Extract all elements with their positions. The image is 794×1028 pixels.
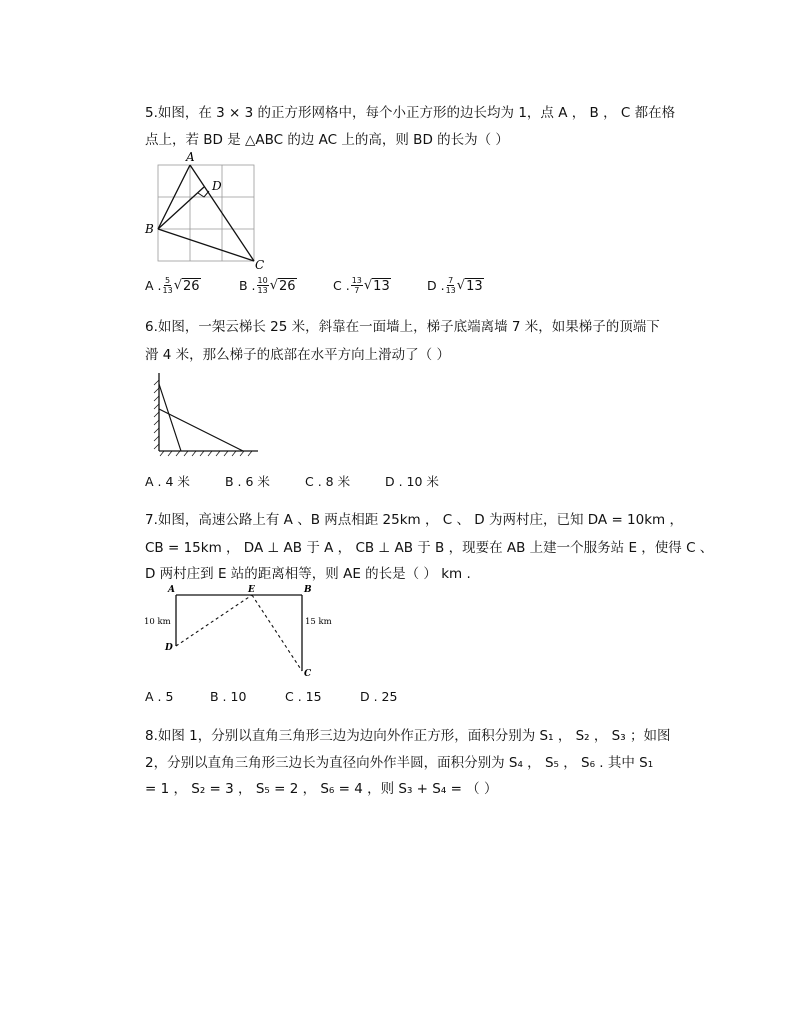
q7-option-d[interactable]: D . 25 [360, 689, 398, 704]
q5-label-a: A [186, 150, 195, 164]
q5-label-b: B [145, 222, 154, 236]
q7-label-a: A [168, 585, 175, 595]
q5-grid [158, 165, 254, 261]
q7-options [145, 689, 435, 704]
q6-ladder-figure [140, 368, 265, 458]
q6-hatching [154, 380, 252, 456]
q7-label-d: D [165, 643, 173, 653]
q6-wall-ground [159, 373, 258, 451]
q5-text-line2: 点上，若 BD 是 △ABC 的边 AC 上的高，则 BD 的长为（ ） [145, 132, 509, 148]
q7-option-c[interactable]: C . 15 [285, 689, 322, 704]
q6-text-line1: 6.如图，一架云梯长 25 米，斜靠在一面墙上，梯子底端离墙 7 米，如果梯子的顶端下 [145, 319, 660, 335]
q8-text-line2: 2，分别以直角三角形三边长为直径向外作半圆，面积分别为 S₄ ， S₅ ， S₆ . 其中 S₁ [145, 755, 654, 771]
q5-option-d[interactable]: D . 7 13 √ 13 [427, 276, 483, 295]
q6-option-a[interactable]: A . 4 米 [145, 474, 190, 489]
q7-label-c: C [304, 669, 312, 679]
q7-text-line1: 7.如图，高速公路上有 A 、B 两点相距 25km ， C 、 D 为两村庄，已知 DA = 10km ， [145, 512, 683, 528]
q5-grid-figure [140, 148, 270, 270]
q6-options [145, 472, 465, 490]
q7-dashed-lines [176, 595, 302, 671]
q7-text-line3: D 两村庄到 E 站的距离相等，则 AE 的长是（ ） km . [145, 566, 471, 582]
q6-option-c[interactable]: C . 8 米 [305, 474, 351, 489]
q7-solid-lines [176, 595, 302, 671]
q7-length-da: 10 km [144, 617, 171, 627]
q5-triangle [158, 165, 254, 261]
q5-label-c: C [255, 258, 265, 270]
q5-label-d: D [212, 179, 222, 193]
q5-text-line1: 5.如图，在 3 × 3 的正方形网格中，每个小正方形的边长均为 1，点 A ， B ， C 都在格 [145, 105, 676, 121]
q7-highway-figure [140, 582, 340, 682]
q5-options [145, 276, 521, 295]
q8-text-line1: 8.如图 1，分别以直角三角形三边为边向外作正方形，面积分别为 S₁ ， S₂ ， S₃ ；如图 [145, 728, 671, 744]
q7-length-cb: 15 km [305, 617, 332, 627]
q7-text-line2: CB = 15km ， DA ⊥ AB 于 A ， CB ⊥ AB 于 B ，现要在 AB 上建一个服务站 E ，使得 C 、 [145, 540, 714, 556]
q6-text-line2: 滑 4 米，那么梯子的底部在水平方向上滑动了（ ） [145, 347, 450, 363]
q7-option-a[interactable]: A . 5 [145, 689, 174, 704]
q7-option-b[interactable]: B . 10 [210, 689, 247, 704]
q7-label-b: B [304, 585, 312, 595]
q5-option-a[interactable]: A . 5 13 √ 26 [145, 276, 200, 295]
q6-ladders [159, 384, 243, 451]
q5-option-c[interactable]: C . 13 7 √ 13 [333, 276, 390, 295]
q5-option-b[interactable]: B . 10 13 √ 26 [239, 276, 296, 295]
q7-label-e: E [248, 585, 255, 595]
q6-option-d[interactable]: D . 10 米 [385, 474, 439, 489]
q8-text-line3: = 1 ， S₂ = 3 ， S₅ = 2 ， S₆ = 4 ，则 S₃ + S₄ = （ ） [145, 781, 498, 797]
q6-option-b[interactable]: B . 6 米 [225, 474, 270, 489]
